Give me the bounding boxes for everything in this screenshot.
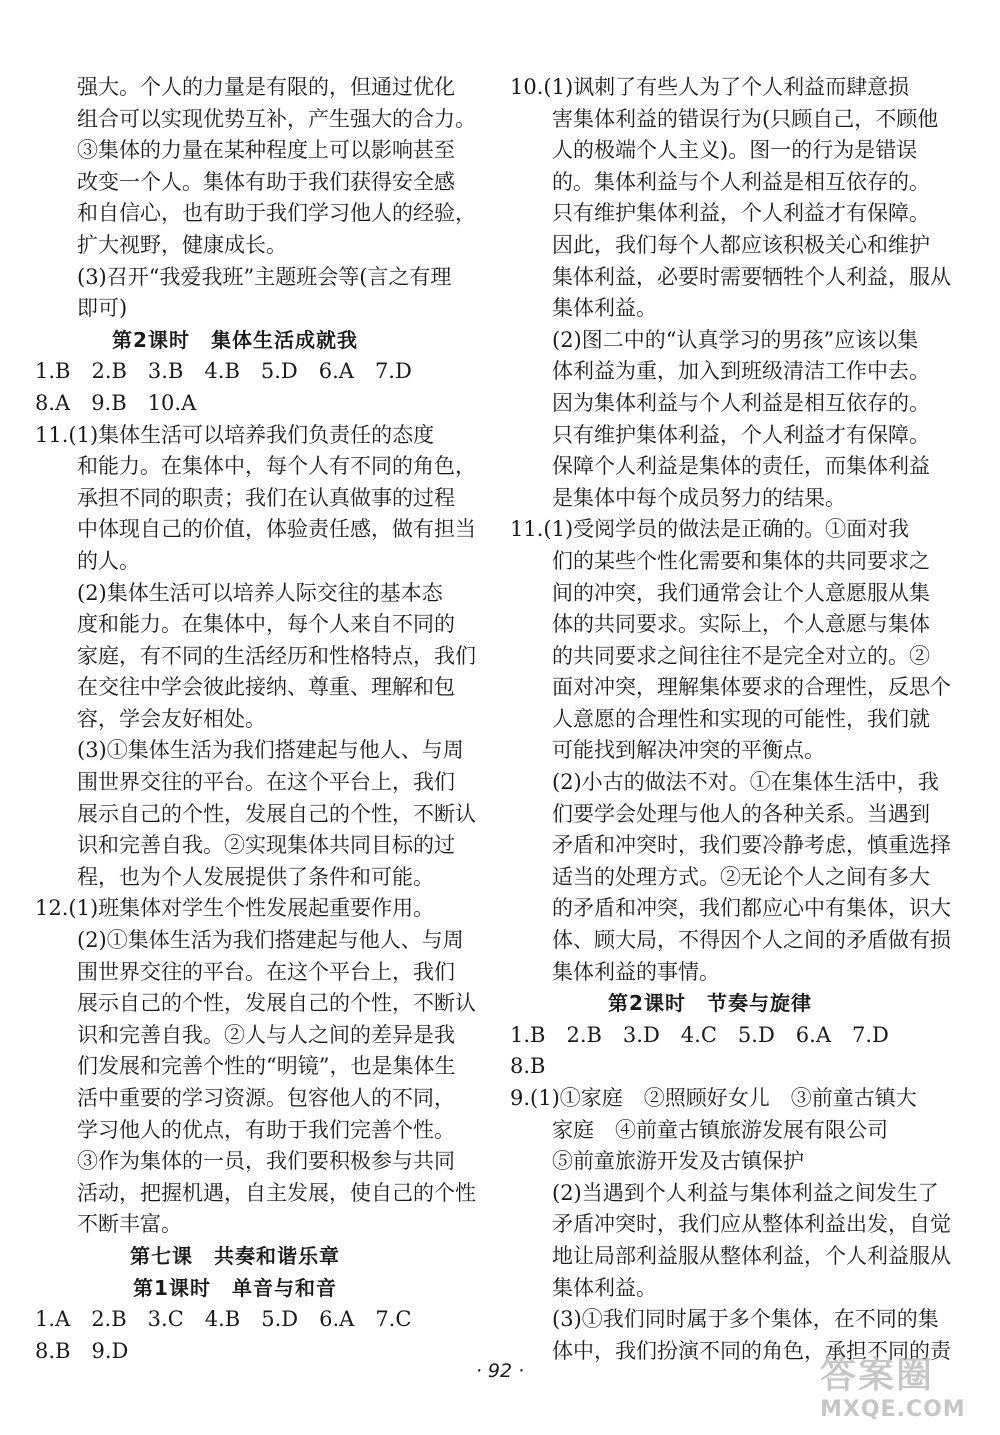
text-line: 的矛盾和冲突，我们都应心中有集体，识大 bbox=[552, 896, 951, 921]
text-line: 集体利益，必要时需要牺牲个人利益，服从 bbox=[552, 264, 951, 289]
text-line: 扩大视野，健康成长。 bbox=[77, 232, 287, 257]
text-line: (3)①我们同时属于多个集体，在不同的集 bbox=[552, 1307, 939, 1332]
text-line: 和能力。在集体中，每个人有不同的角色， bbox=[77, 454, 476, 479]
text-line: 害集体利益的错误行为(只顾自己，不顾他 bbox=[552, 106, 939, 131]
text-line: (2)当遇到个人利益与集体利益之间发生了 bbox=[552, 1180, 939, 1205]
text-line: 9.(1)①家庭 ②照顾好女儿 ③前童古镇大 bbox=[510, 1086, 917, 1110]
left-column bbox=[35, 72, 476, 1367]
text-line: 只有维护集体利益，个人利益才有保障。 bbox=[552, 201, 930, 226]
text-line: (2)集体生活可以培养人际交往的基本态 bbox=[77, 580, 443, 605]
text-line: 集体利益的事情。 bbox=[552, 959, 720, 984]
text-line: ⑤前童旅游开发及古镇保护 bbox=[552, 1149, 804, 1174]
section-heading: 第2课时 集体生活成就我 bbox=[112, 327, 358, 352]
text-line: 10.(1)讽刺了有些人为了个人利益而肆意损 bbox=[510, 75, 910, 99]
text-line: (3)①集体生活为我们搭建起与他人、与周 bbox=[77, 738, 464, 763]
watermark-text-bottom: MXQE.COM bbox=[820, 1397, 966, 1422]
watermark-logo bbox=[820, 1355, 990, 1431]
watermark-text-top: 答案圈 bbox=[820, 1355, 935, 1396]
text-line: 集体利益。 bbox=[552, 1275, 657, 1300]
right-column bbox=[510, 72, 951, 1367]
text-line: 8.A 9.B 10.A bbox=[35, 390, 197, 415]
text-line: (2)图二中的“认真学习的男孩”应该以集 bbox=[552, 327, 919, 352]
section-heading: 第2课时 节奏与旋律 bbox=[608, 991, 812, 1016]
text-line: 即可) bbox=[77, 296, 128, 321]
text-line: (2)①集体生活为我们搭建起与他人、与周 bbox=[77, 928, 464, 953]
text-line: 面对冲突，理解集体要求的合理性，反思个 bbox=[552, 675, 951, 700]
text-line: 12.(1)班集体对学生个性发展起重要作用。 bbox=[35, 896, 435, 921]
text-line: 体、顾大局，不得因个人之间的矛盾做有损 bbox=[552, 928, 951, 953]
text-line: 因此，我们每个人都应该积极关心和维护 bbox=[552, 232, 930, 257]
text-line: 人的极端个人主义)。图一的行为是错误 bbox=[552, 138, 918, 163]
text-line: 体中，我们扮演不同的角色，承担不同的责 bbox=[552, 1338, 951, 1363]
text-line: 的共同要求之间往往不是完全对立的。② bbox=[552, 643, 930, 668]
text-line: 强大。个人的力量是有限的，但通过优化 bbox=[77, 75, 455, 99]
text-line: 1.B 2.B 3.B 4.B 5.D 6.A 7.D bbox=[35, 359, 412, 384]
text-line: 学习他人的优点，有助于我们完善个性。 bbox=[77, 1117, 455, 1142]
text-line: 体利益为重，加入到班级清洁工作中去。 bbox=[552, 359, 930, 384]
text-line: 8.B 9.D bbox=[35, 1338, 129, 1363]
text-line: 地让局部利益服从整体利益，个人利益服从 bbox=[552, 1243, 951, 1268]
text-line: 集体利益。 bbox=[552, 296, 657, 321]
text-line: 展示自己的个性，发展自己的个性，不断认 bbox=[77, 991, 476, 1016]
text-line: 改变一个人。集体有助于我们获得安全感 bbox=[77, 169, 455, 194]
text-line: 活动，把握机遇，自主发展，使自己的个性 bbox=[77, 1180, 476, 1205]
text-line: 承担不同的职责；我们在认真做事的过程 bbox=[77, 485, 455, 510]
text-line: 们发展和完善个性的“明镜”，也是集体生 bbox=[77, 1054, 456, 1079]
text-line: 矛盾冲突时，我们应从整体利益出发，自觉 bbox=[552, 1212, 951, 1237]
text-line: 的。集体利益与个人利益是相互依存的。 bbox=[552, 169, 930, 194]
text-line: 组合可以实现优势互补，产生强大的合力。 bbox=[77, 106, 476, 131]
text-line: 8.B bbox=[510, 1054, 546, 1079]
section-heading: 第七课 共奏和谐乐章 bbox=[130, 1243, 340, 1268]
text-line: 因为集体利益与个人利益是相互依存的。 bbox=[552, 390, 930, 415]
text-line: 人意愿的合理性和实现的可能性，我们就 bbox=[552, 706, 930, 731]
text-line: 11.(1)受阅学员的做法是正确的。①面对我 bbox=[510, 517, 910, 542]
text-line: 活中重要的学习资源。包容他人的不同， bbox=[77, 1086, 455, 1110]
text-line: 容，学会友好相处。 bbox=[77, 706, 266, 731]
text-line: (3)召开“我爱我班”主题班会等(言之有理 bbox=[77, 264, 452, 289]
text-line: 可能找到解决冲突的平衡点。 bbox=[552, 738, 825, 763]
text-line: 和自信心，也有助于我们学习他人的经验， bbox=[77, 201, 476, 226]
text-line: 1.B 2.B 3.D 4.C 5.D 6.A 7.D bbox=[510, 1022, 889, 1047]
text-line: 11.(1)集体生活可以培养我们负责任的态度 bbox=[35, 422, 435, 447]
section-heading: 第1课时 单音与和音 bbox=[133, 1275, 337, 1300]
text-line: 不断丰富。 bbox=[77, 1212, 182, 1237]
text-line: 们的某些个性化需要和集体的共同要求之 bbox=[552, 548, 930, 573]
text-line: 度和能力。在集体中，每个人来自不同的 bbox=[77, 612, 455, 637]
text-line: 1.A 2.B 3.C 4.B 5.D 6.A 7.C bbox=[35, 1307, 412, 1332]
text-line: 展示自己的个性，发展自己的个性，不断认 bbox=[77, 801, 476, 826]
text-line: 中体现自己的价值，体验责任感，做有担当 bbox=[77, 517, 476, 542]
text-line: 矛盾和冲突时，我们要冷静考虑，慎重选择 bbox=[552, 833, 951, 858]
text-line: 识和完善自我。②实现集体共同目标的过 bbox=[77, 833, 455, 858]
text-line: (2)小古的做法不对。①在集体生活中，我 bbox=[552, 770, 939, 795]
text-line: 的人。 bbox=[77, 548, 140, 573]
text-line: 适当的处理方式。②无论个人之间有多大 bbox=[552, 864, 930, 889]
text-line: 只有维护集体利益，个人利益才有保障。 bbox=[552, 422, 930, 447]
text-line: 家庭，有不同的生活经历和性格特点，我们 bbox=[77, 643, 476, 668]
text-line: ③作为集体的一员，我们要积极参与共同 bbox=[77, 1149, 455, 1174]
text-line: 程，也为个人发展提供了条件和可能。 bbox=[77, 864, 434, 889]
page-number: · 92 · bbox=[475, 1360, 525, 1382]
text-line: 体的共同要求。实际上，个人意愿与集体 bbox=[552, 612, 930, 637]
text-line: 围世界交往的平台。在这个平台上，我们 bbox=[77, 770, 455, 795]
text-line: 在交往中学会彼此接纳、尊重、理解和包 bbox=[77, 675, 455, 700]
text-line: ③集体的力量在某种程度上可以影响甚至 bbox=[77, 138, 455, 163]
text-line: 保障个人利益是集体的责任，而集体利益 bbox=[552, 454, 930, 479]
text-line: 是集体中每个成员努力的结果。 bbox=[552, 485, 846, 510]
text-line: 家庭 ④前童古镇旅游发展有限公司 bbox=[552, 1117, 888, 1142]
text-line: 识和完善自我。②人与人之间的差异是我 bbox=[77, 1022, 455, 1047]
text-line: 围世界交往的平台。在这个平台上，我们 bbox=[77, 959, 455, 984]
text-line: 们要学会处理与他人的各种关系。当遇到 bbox=[552, 801, 930, 826]
text-line: 间的冲突，我们通常会让个人意愿服从集 bbox=[552, 580, 930, 605]
